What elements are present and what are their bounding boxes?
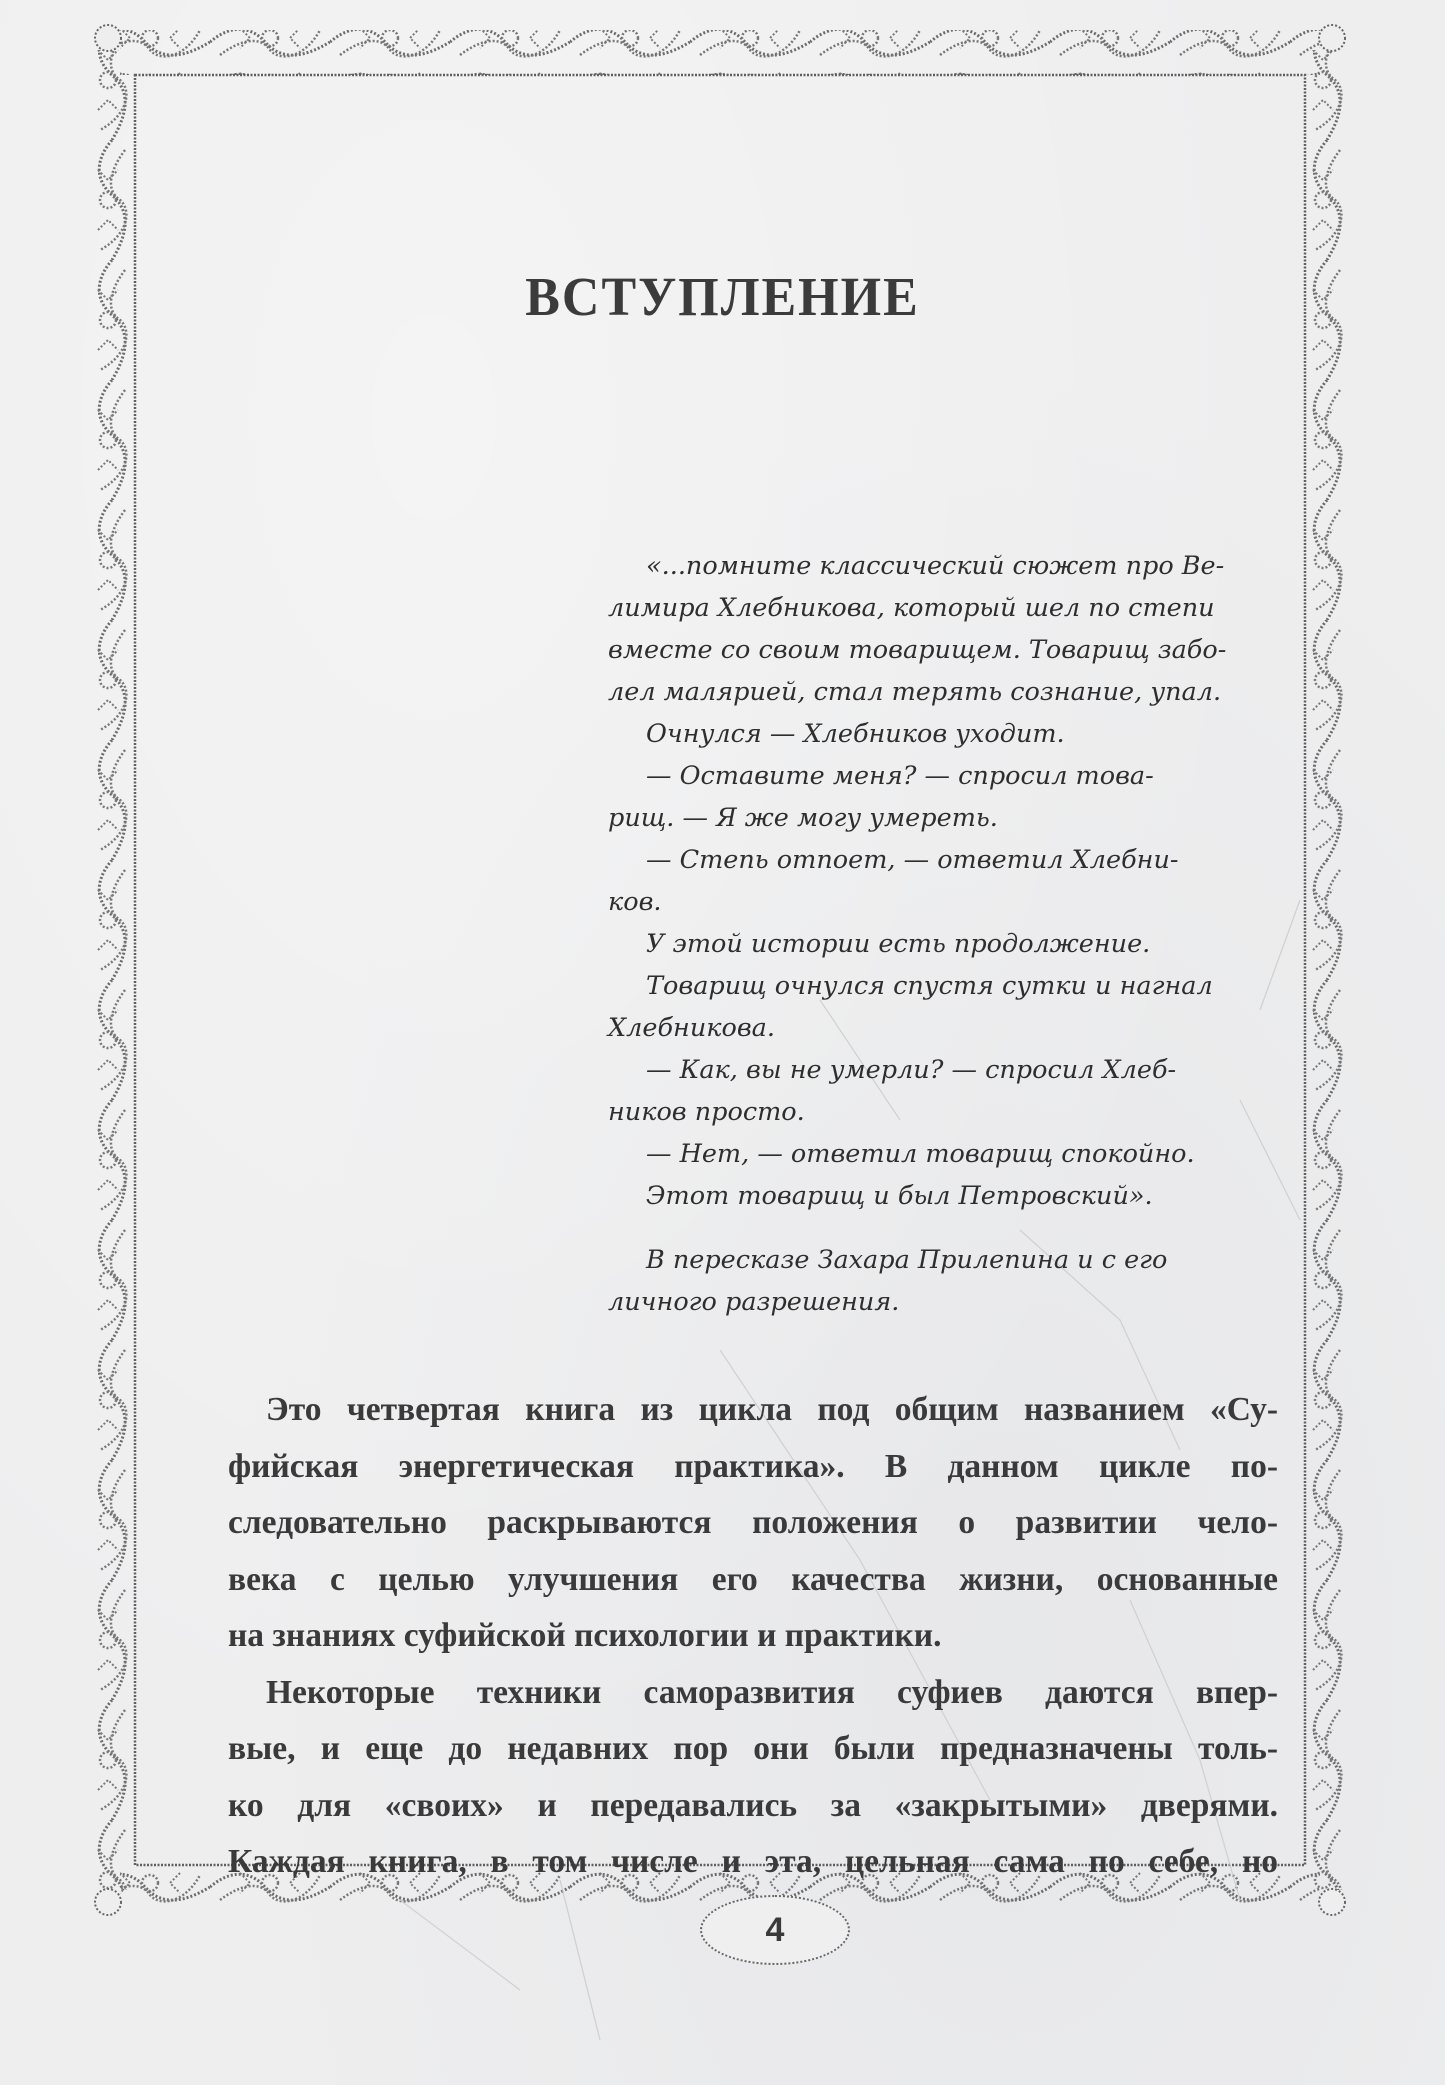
epigraph-line: лимира Хлебникова, который шел по степи bbox=[608, 593, 1215, 623]
epigraph-attribution: личного разрешения. bbox=[608, 1287, 900, 1317]
body-line: Это четвертая книга из цикла под общим названием «Су- bbox=[266, 1391, 1278, 1428]
body-line: века с целью улучшения его качества жизни, основанные bbox=[228, 1560, 1278, 1598]
epigraph-line: Хлебникова. bbox=[608, 1013, 775, 1043]
epigraph-line: — Как, вы не умерли? — спросил Хлеб- bbox=[646, 1055, 1177, 1085]
epigraph-line: — Нет, — ответил товарищ спокойно. bbox=[646, 1139, 1195, 1169]
epigraph-line: вместе со своим товарищем. Товарищ забо- bbox=[608, 635, 1227, 665]
body-line: следовательно раскрываются положения о развитии чело- bbox=[228, 1504, 1278, 1541]
epigraph-line: У этой истории есть продолжение. bbox=[646, 929, 1151, 959]
body-line: Некоторые техники саморазвития суфиев даются впер- bbox=[266, 1673, 1278, 1711]
body-line: ко для «своих» и передавались за «закрытыми» дверями. bbox=[228, 1786, 1278, 1824]
paragraph-2 bbox=[228, 1665, 1278, 1891]
epigraph-line: Очнулся — Хлебников уходит. bbox=[646, 719, 1065, 749]
body-line: Каждая книга, в том числе и эта, цельная сама по себе, но bbox=[228, 1843, 1278, 1880]
epigraph-line: рищ. — Я же могу умереть. bbox=[608, 803, 998, 833]
epigraph-line: ников просто. bbox=[608, 1097, 805, 1127]
epigraph bbox=[608, 545, 1273, 1323]
epigraph-line: лел малярией, стал терять сознание, упал. bbox=[608, 677, 1222, 707]
epigraph-line: — Оставите меня? — спросил това- bbox=[646, 761, 1154, 791]
body-line: на знаниях суфийской психологии и практики. bbox=[228, 1617, 942, 1654]
epigraph-line: «...помните классический сюжет про Ве- bbox=[646, 551, 1225, 581]
epigraph-line: ков. bbox=[608, 887, 662, 917]
epigraph-line: Этот товарищ и был Петровский». bbox=[646, 1181, 1153, 1211]
chapter-title: ВСТУПЛЕНИЕ bbox=[525, 267, 920, 328]
body-text bbox=[228, 1382, 1278, 1891]
page-number-badge bbox=[700, 1895, 850, 1965]
paragraph-1 bbox=[228, 1382, 1278, 1665]
body-line: вые, и еще до недавних пор они были предназначены толь- bbox=[228, 1730, 1278, 1767]
epigraph-line: Товарищ очнулся спустя сутки и нагнал bbox=[646, 971, 1213, 1001]
epigraph-line: — Степь отпоет, — ответил Хлебни- bbox=[646, 845, 1179, 875]
epigraph-attribution: В пересказе Захара Прилепина и с его bbox=[646, 1245, 1168, 1275]
body-line: фийская энергетическая практика». В данном цикле по- bbox=[228, 1447, 1278, 1485]
page-number: 4 bbox=[765, 1910, 785, 1949]
